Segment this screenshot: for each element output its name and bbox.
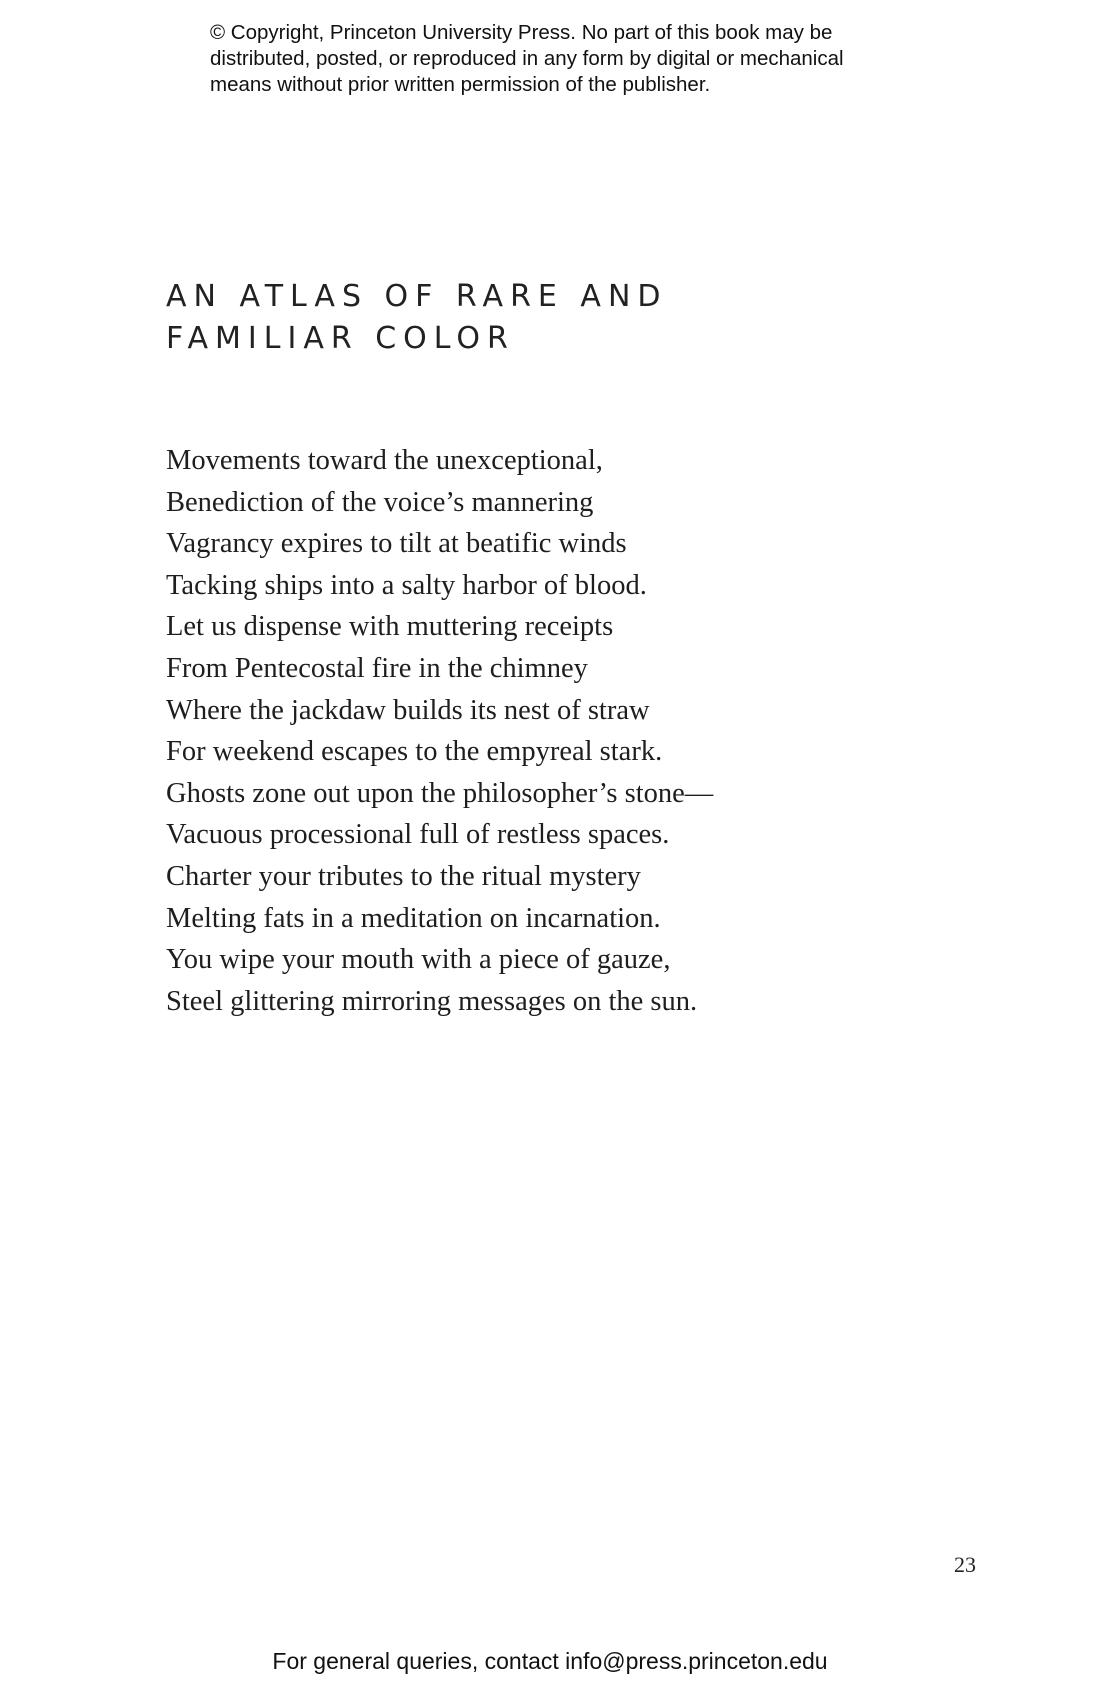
poem-line: Vacuous processional full of restless spaces.	[166, 819, 670, 851]
poem-line: Where the jackdaw builds its nest of straw	[166, 694, 650, 726]
poem-line: From Pentecostal fire in the chimney	[166, 652, 588, 684]
poem-title-line: FAMILIAR COLOR	[166, 321, 515, 356]
poem-line: For weekend escapes to the empyreal stark.	[166, 736, 663, 768]
copyright-line: © Copyright, Princeton University Press. No part of this book may be	[210, 21, 833, 44]
copyright-notice	[210, 20, 930, 98]
copyright-line: distributed, posted, or reproduced in any form by digital or mechanical	[210, 47, 844, 70]
poem-line: Tacking ships into a salty harbor of blood.	[166, 569, 647, 601]
poem-title	[166, 276, 667, 360]
poem-line: You wipe your mouth with a piece of gauze,	[166, 944, 671, 976]
poem-body	[166, 440, 713, 1022]
poem-line: Charter your tributes to the ritual mystery	[166, 860, 641, 892]
poem-title-line: AN ATLAS OF RARE AND	[166, 279, 668, 314]
page-number: 23	[954, 1552, 976, 1577]
poem-line: Benediction of the voice’s mannering	[166, 486, 594, 518]
poem-line: Steel glittering mirroring messages on the sun.	[166, 985, 698, 1017]
poem-line: Ghosts zone out upon the philosopher’s stone—	[166, 777, 714, 809]
poem-line: Movements toward the unexceptional,	[166, 445, 603, 476]
poem-line: Let us dispense with muttering receipts	[166, 611, 614, 643]
poem-line: Vagrancy expires to tilt at beatific winds	[166, 528, 627, 560]
poem-line: Melting fats in a meditation on incarnation.	[166, 902, 661, 934]
copyright-line: means without prior written permission of the publisher.	[210, 73, 711, 96]
footer-contact: For general queries, contact info@press.princeton.edu	[272, 1648, 828, 1674]
